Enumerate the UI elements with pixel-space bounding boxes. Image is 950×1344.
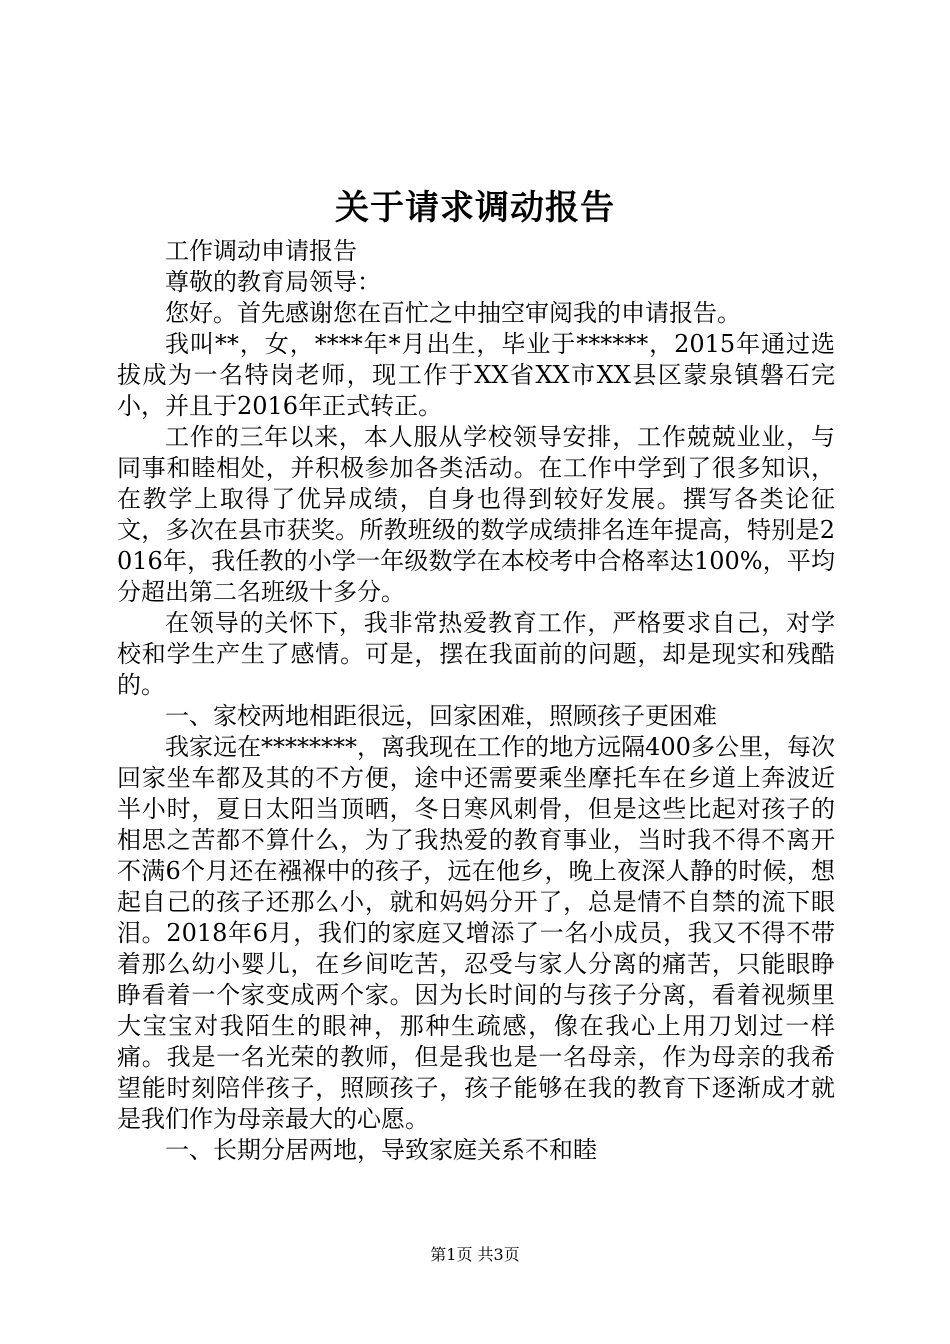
page-number-footer: 第1页 共3页 bbox=[430, 1245, 520, 1264]
paragraph-family-situation: 我家远在********，离我现在工作的地方远隔400多公里，每次回家坐车都及其的不方便，途中还需要乘坐摩托车在乡道上奔波近半小时，夏日太阳当顶晒，冬日寒风刺骨，但是这些比起对孩子的相思之苦都不算什么，为了我热爱的教育事业，当时我不得不离开不满6个月还在襁褓中的孩子，远在他乡，晚上夜深人静的时候，想起自己的孩子还那么小，就和妈妈分开了，总是情不自禁的流下眼泪。2018年6月，我们的家庭又增添了一名小成员，我又不得不带着那么幼小婴儿，在乡间吃苦，忍受与家人分离的痛苦，只能眼睁睁看着一个家变成两个家。因为长时间的与孩子分离，看着视频里大宝宝对我陌生的眼神，那种生疏感，像在我心上用刀划过一样痛。我是一名光荣的教师，但是我也是一名母亲，作为母亲的我希望能时刻陪伴孩子，照顾孩子，孩子能够在我的教育下逐渐成才就是我们作为母亲最大的心愿。 bbox=[117, 733, 835, 1133]
document-body bbox=[117, 236, 835, 1166]
paragraph-work-record: 工作的三年以来，本人服从学校领导安排，工作兢兢业业，与同事和睦相处，并积极参加各类活动。在工作中学到了很多知识，在教学上取得了优异成绩，自身也得到较好发展。撰写各类论征文，多次在县市获奖。所教班级的数学成绩排名连年提高，特别是2016年，我任教的小学一年级数学在本校考中合格率达100%，平均分超出第二名班级十多分。 bbox=[117, 423, 835, 606]
section-heading-separation: 一、长期分居两地，导致家庭关系不和睦 bbox=[165, 1136, 597, 1164]
paragraph-salutation: 尊敬的教育局领导： bbox=[165, 268, 381, 296]
section-heading-distance: 一、家校两地相距很远，回家困难，照顾孩子更困难 bbox=[165, 702, 717, 730]
paragraph-introduction: 我叫**，女，****年*月出生，毕业于******，2015年通过选拔成为一名特岗老师，现工作于XX省XX市XX县区蒙泉镇磐石完小，并且于2016年正式转正。 bbox=[117, 330, 835, 420]
paragraph-transition: 在领导的关怀下，我非常热爱教育工作，严格要求自己，对学校和学生产生了感情。可是，摆在我面前的问题，却是现实和残酷的。 bbox=[117, 609, 835, 699]
document-title: 关于请求调动报告 bbox=[335, 188, 615, 228]
paragraph-greeting: 您好。首先感谢您在百忙之中抽空审阅我的申请报告。 bbox=[165, 299, 741, 327]
paragraph-subject: 工作调动申请报告 bbox=[165, 237, 357, 265]
